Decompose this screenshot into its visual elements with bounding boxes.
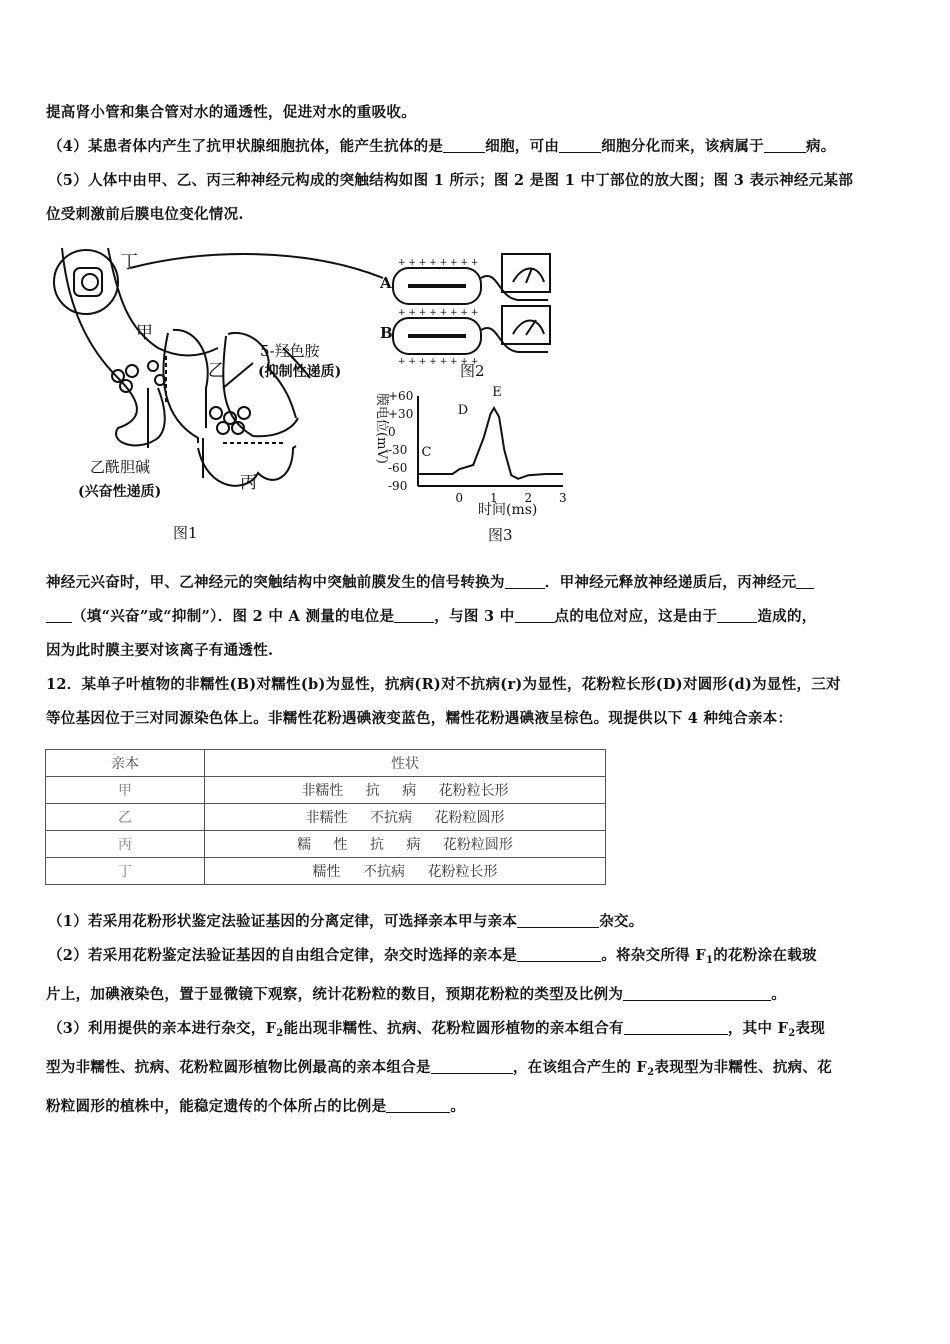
annotation-label: C xyxy=(421,445,432,460)
parent-name: 丁 xyxy=(46,858,205,885)
answer-blank[interactable] xyxy=(796,572,814,589)
label-ach-note: (兴奋性递质) xyxy=(78,484,162,500)
table-row xyxy=(46,831,606,858)
table-header-row xyxy=(46,750,606,777)
sub-question-2b: 片上，加碘液染色，置于显微镜下观察，统计花粉粒的数目，预期花粉粒的类型及比例为 。 xyxy=(46,986,787,1003)
sub-question-3a: （3）利用提供的亲本进行杂交，$F_2$能出现非糯性、抗病、花粉粒圆形植物的亲本组合有 ，其中 $F_2$表现 xyxy=(48,1020,826,1039)
sub-question-1: （1）若采用花粉形状鉴定法验证基因的分离定律，可选择亲本甲与亲本 杂交。 xyxy=(48,913,644,930)
voltmeter-b xyxy=(502,306,550,344)
chart-xlabel: 时间(ms) xyxy=(478,502,538,518)
svg-text:+ + + + + + + +: + + + + + + + + xyxy=(398,357,479,367)
question-4: （4）某患者体内产生了抗甲状腺细胞抗体，能产生抗体的是 细胞，可由 细胞分化而来，该病属于 病。 xyxy=(48,138,836,155)
parents-table xyxy=(45,749,606,885)
synapse-figure xyxy=(48,238,578,546)
svg-text:+ + + + + + + +: + + + + + + + + xyxy=(398,308,479,318)
chart-ylabel: 膜电位(mV) xyxy=(374,393,389,464)
y-tick-label: -30 xyxy=(388,443,408,457)
parent-traits: 非糯性 不抗病 花粉粒圆形 xyxy=(205,804,606,831)
answer-blank[interactable] xyxy=(517,911,599,928)
answer-blank[interactable] xyxy=(515,606,555,623)
y-tick-label: -90 xyxy=(388,479,408,493)
answer-blank[interactable] xyxy=(517,945,601,962)
table-row xyxy=(46,804,606,831)
parent-traits: 糯性 不抗病 花粉粒长形 xyxy=(205,858,606,885)
label-jia: 甲 xyxy=(136,323,153,343)
table-row xyxy=(46,777,606,804)
y-tick-label: 0 xyxy=(388,425,396,439)
x-tick-label: 2 xyxy=(524,491,533,505)
label-ach: 乙酰胆碱 xyxy=(90,458,151,476)
y-tick-label: +60 xyxy=(388,389,414,403)
x-tick-label: 3 xyxy=(559,491,567,505)
sub-question-3c: 粉粒圆形的植株中，能稳定遗传的个体所占的比例是 。 xyxy=(46,1098,466,1115)
middle-block xyxy=(46,566,908,736)
intro-block xyxy=(46,96,908,232)
answer-blank[interactable] xyxy=(623,984,771,1001)
voltmeter-a xyxy=(502,254,550,292)
answer-blank[interactable] xyxy=(431,1057,513,1074)
question-5-line2: 位受刺激前后膜电位变化情况. xyxy=(46,206,244,223)
parent-traits: 糯 性 抗 病 花粉粒圆形 xyxy=(205,831,606,858)
header-traits: 性状 xyxy=(205,750,606,777)
answer-blank[interactable] xyxy=(764,136,806,153)
label-B: B xyxy=(380,324,393,342)
parent-name: 甲 xyxy=(46,777,205,804)
mid-line1: 神经元兴奋时，甲、乙神经元的突触结构中突触前膜发生的信号转换为 ．甲神经元释放神经递质后，丙神经元 xyxy=(46,566,908,600)
answer-blank[interactable] xyxy=(717,606,757,623)
table-row xyxy=(46,858,606,885)
q12-line2: 等位基因位于三对同源染色体上。非糯性花粉遇碘液变蓝色，糯性花粉遇碘液呈棕色。现提供以下 4 种纯合亲本： xyxy=(46,710,793,727)
answer-blank[interactable] xyxy=(505,572,545,589)
x-tick-label: 0 xyxy=(455,491,464,505)
answer-blank[interactable] xyxy=(46,606,72,623)
parent-name: 丙 xyxy=(46,831,205,858)
svg-text:+ + + + + + + +: + + + + + + + + xyxy=(398,258,479,268)
label-yi: 乙 xyxy=(208,361,225,381)
label-5ht: 5-羟色胺 xyxy=(260,342,320,360)
parent-name: 乙 xyxy=(46,804,205,831)
y-tick-label: -60 xyxy=(388,461,408,475)
sub-questions xyxy=(46,905,908,1124)
mid-line3: 因为此时膜主要对该离子有通透性. xyxy=(46,642,274,659)
label-ding: 丁 xyxy=(120,252,138,273)
answer-blank[interactable] xyxy=(624,1018,728,1035)
label-bing: 丙 xyxy=(240,473,257,493)
line-water-reabsorption: 提高肾小管和集合管对水的通透性，促进对水的重吸收。 xyxy=(46,104,416,121)
y-tick-label: +30 xyxy=(388,407,414,421)
caption-fig1: 图1 xyxy=(173,524,198,542)
series-line xyxy=(418,408,563,479)
answer-blank[interactable] xyxy=(394,606,434,623)
parent-traits: 非糯性 抗 病 花粉粒长形 xyxy=(205,777,606,804)
caption-fig3: 图3 xyxy=(488,526,513,544)
label-5ht-note: (抑制性递质) xyxy=(258,364,342,380)
annotation-label: D xyxy=(457,403,469,418)
question-5-line1: （5）人体中由甲、乙、丙三种神经元构成的突触结构如图 1 所示；图 2 是图 1 中丁部位的放大图；图 3 表示神经元某部 xyxy=(48,172,854,189)
answer-blank[interactable] xyxy=(559,136,601,153)
annotation-label: E xyxy=(492,385,502,400)
q12-line1: 12．某单子叶植物的非糯性(B)对糯性(b)为显性，抗病(R)对不抗病(r)为显性，花粉粒长形(D)对圆形(d)为显性，三对 xyxy=(46,676,841,693)
answer-blank[interactable] xyxy=(443,136,485,153)
label-A: A xyxy=(380,274,392,292)
sub-question-2a: （2）若采用花粉鉴定法验证基因的自由组合定律，杂交时选择的亲本是 。将杂交所得 $F_1$的花粉涂在载玻 xyxy=(48,947,817,966)
ding-arrow xyxy=(130,254,383,278)
answer-blank[interactable] xyxy=(386,1096,450,1113)
sub-question-3b: 型为非糯性、抗病、花粉粒圆形植物比例最高的亲本组合是 ，在该组合产生的 $F_2$表现型为非糯性、抗病、花 xyxy=(46,1059,833,1078)
x-tick-label: 1 xyxy=(489,491,498,505)
mid-line2: （填“兴奋”或“抑制”）．图 2 中 A 测量的电位是 ，与图 3 中 点的电位对应，这是由于 造成的， xyxy=(46,600,908,634)
caption-fig2: 图2 xyxy=(460,362,485,380)
header-parent: 亲本 xyxy=(46,750,205,777)
